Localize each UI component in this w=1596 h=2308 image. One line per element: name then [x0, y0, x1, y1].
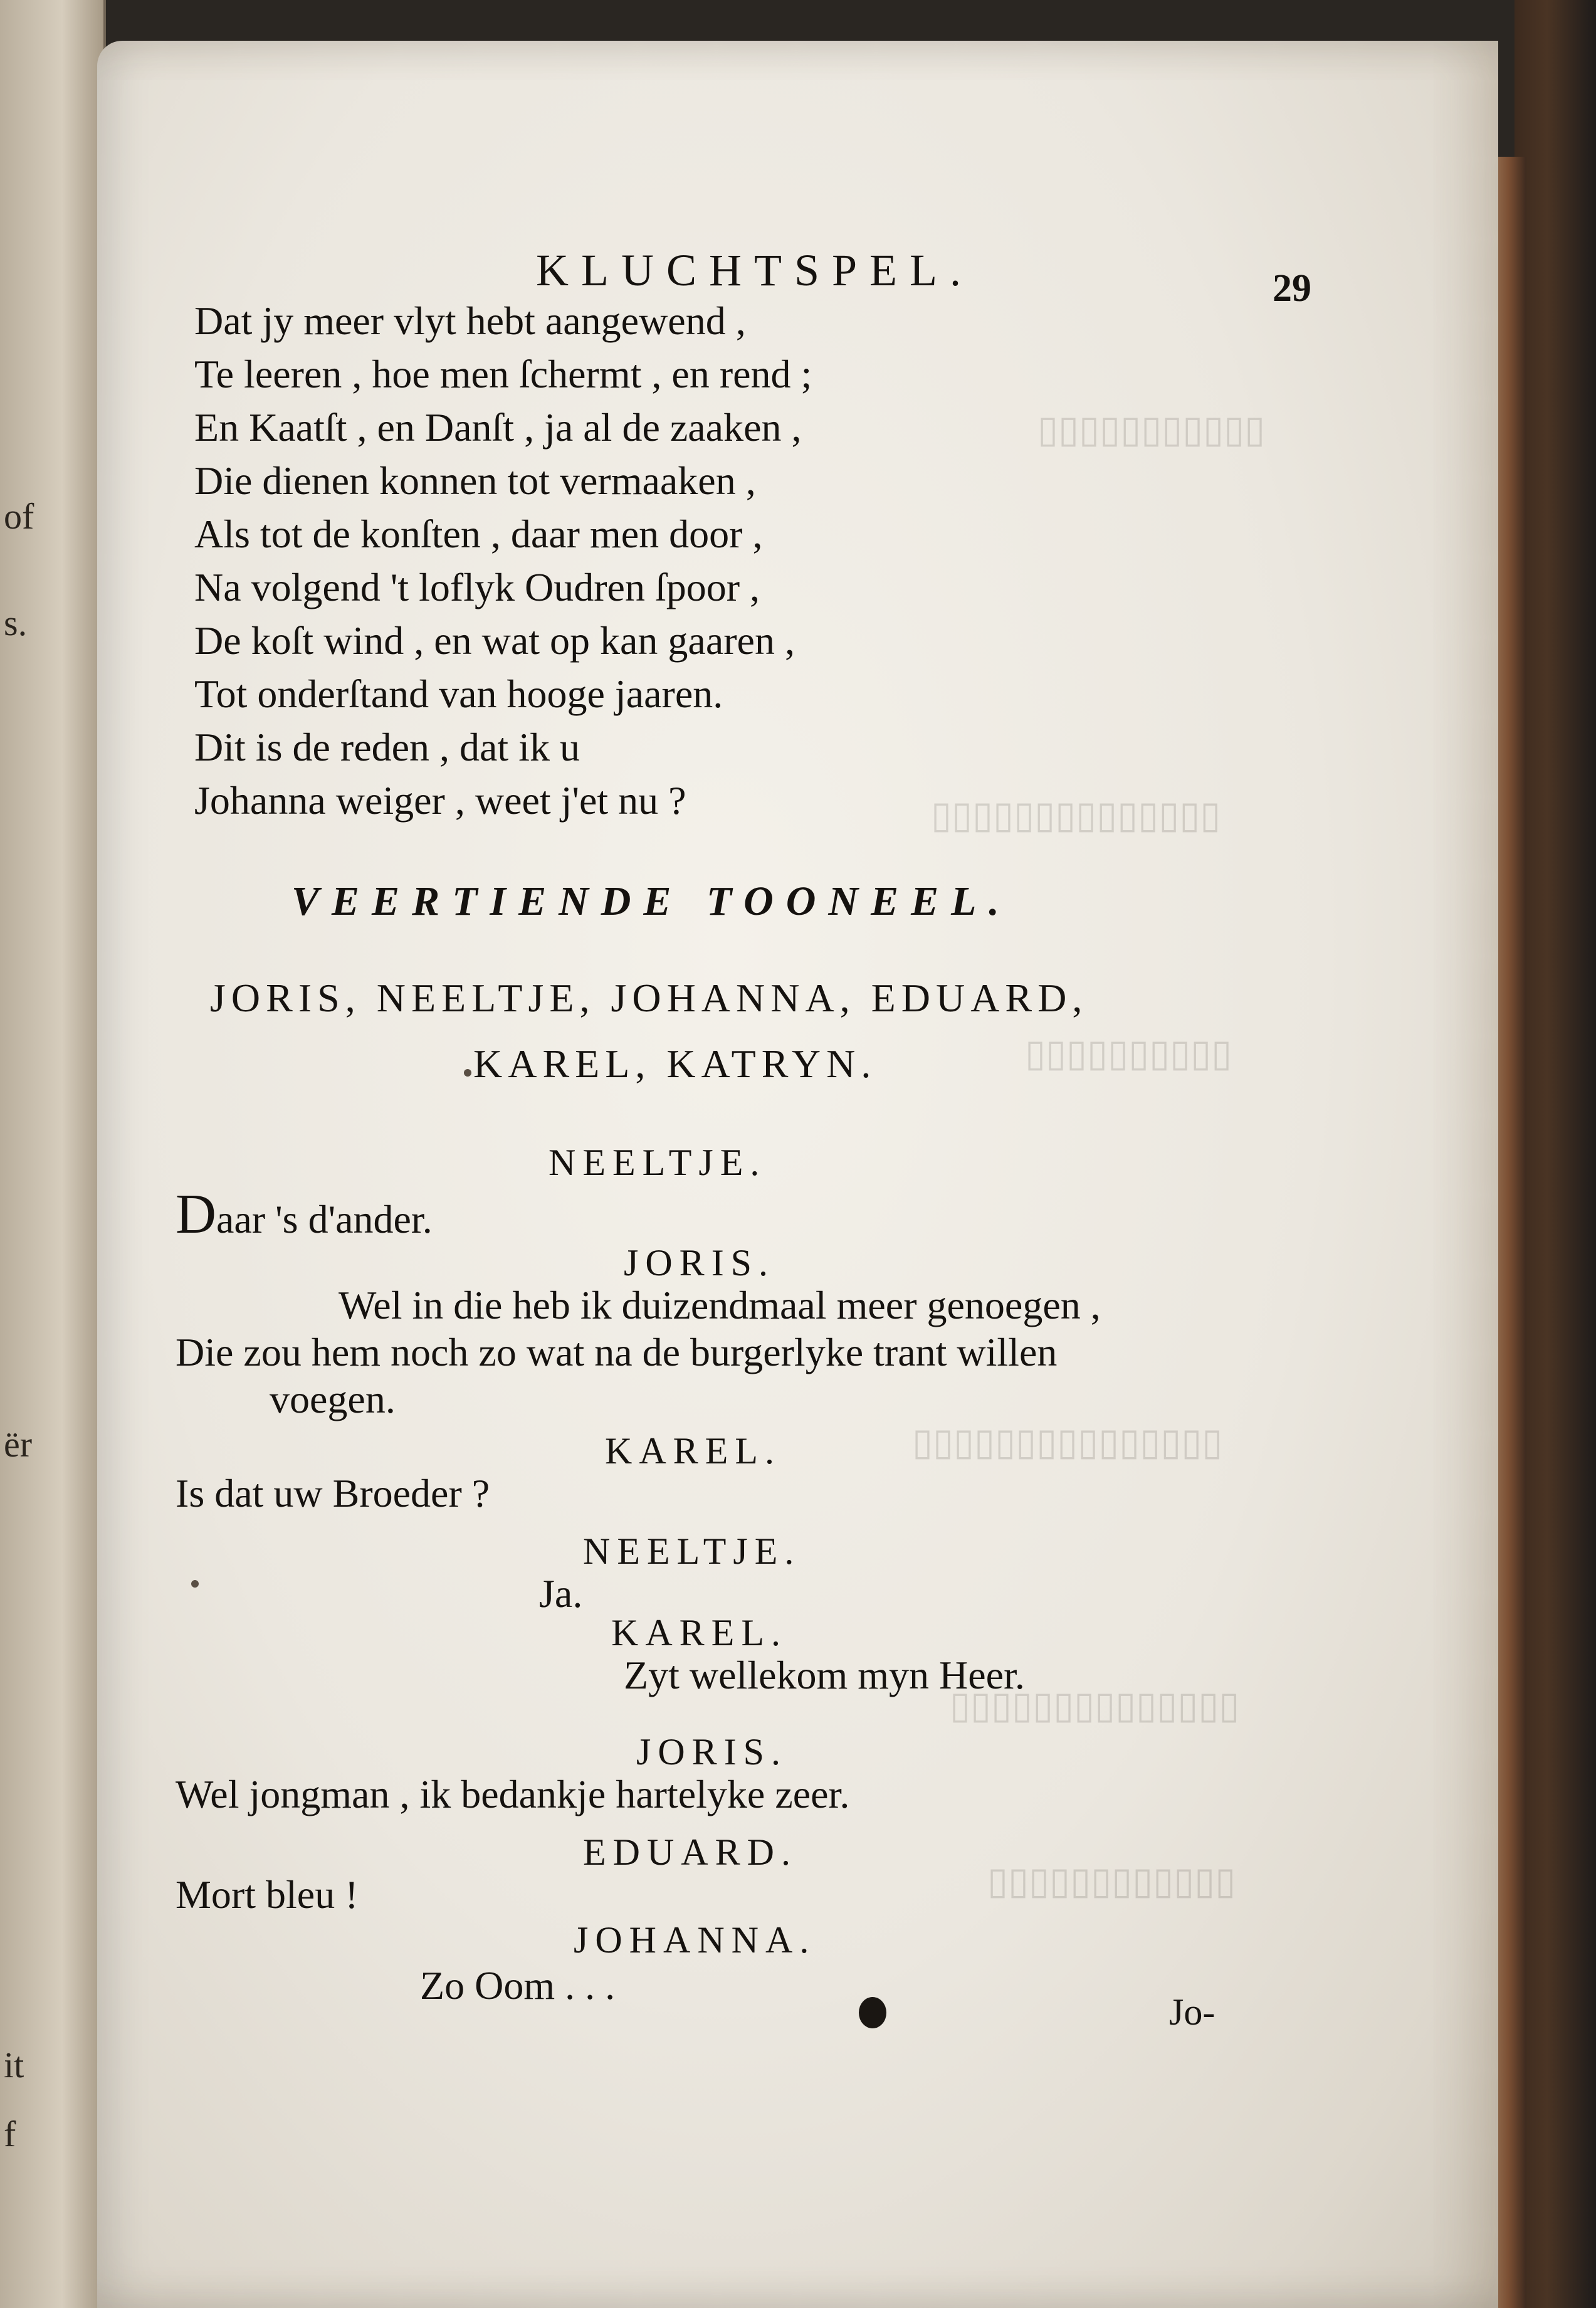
verse-line: Die dienen konnen tot vermaaken ,: [194, 458, 756, 503]
dialogue-line: Zyt wellekom myn Heer.: [624, 1653, 1025, 1697]
facing-page-fragment: f: [4, 2114, 16, 2154]
dialogue-line: Is dat uw Broeder ?: [176, 1471, 490, 1515]
speaker-name: KAREL.: [605, 1430, 781, 1472]
dialogue-line: Zo Oom . . .: [420, 1963, 616, 2008]
dialogue-text: aar 's d'ander.: [216, 1197, 433, 1241]
dialogue-line: Wel in die heb ik duizendmaal meer genoegen ,: [339, 1283, 1101, 1327]
dialogue-line: Mort bleu !: [176, 1872, 359, 1917]
book-page: [97, 41, 1498, 2308]
verse-line: En Kaatſt , en Danſt , ja al de zaaken ,: [194, 405, 802, 450]
scene-heading: VEERTIENDE TOONEEL.: [291, 878, 1012, 924]
verse-line: Na volgend 't loflyk Oudren ſpoor ,: [194, 565, 760, 609]
dialogue-line: [176, 1182, 433, 1246]
facing-page-edge: [0, 0, 106, 2308]
facing-page-fragment: s.: [4, 603, 28, 643]
running-head: KLUCHTSPEL.: [536, 245, 974, 295]
speaker-name: JORIS.: [624, 1242, 775, 1283]
verse-line: Te leeren , hoe men ſchermt , en rend ;: [194, 352, 812, 396]
verse-line: Dit is de reden , dat ik u: [194, 725, 580, 769]
page-number: 29: [1273, 267, 1311, 310]
facing-page-fragment: ër: [4, 1424, 33, 1465]
speaker-name: JOHANNA.: [574, 1919, 816, 1961]
show-through: ▯▯▯▯▯▯▯▯▯▯▯▯▯▯: [950, 1685, 1240, 1726]
verse-line: De koſt wind , en wat op kan gaaren ,: [194, 618, 795, 663]
show-through: ▯▯▯▯▯▯▯▯▯▯: [1025, 1033, 1232, 1074]
cast-list: JORIS, NEELTJE, JOHANNA, EDUARD,: [210, 976, 1088, 1020]
dialogue-line: voegen.: [270, 1377, 396, 1421]
catchword: Jo-: [1169, 1991, 1215, 2033]
facing-page-fragment: of: [4, 496, 34, 537]
speaker-name: EDUARD.: [583, 1831, 797, 1873]
speaker-name: JORIS.: [636, 1731, 788, 1773]
speaker-name: NEELTJE.: [583, 1531, 801, 1572]
ink-speck: [464, 1069, 471, 1077]
dialogue-line: Wel jongman , ik bedankje hartelyke zeer.: [176, 1772, 850, 1816]
verse-line: Johanna weiger , weet j'et nu ?: [194, 778, 686, 823]
facing-page-fragment: it: [4, 2045, 24, 2085]
verse-line: Tot onderſtand van hooge jaaren.: [194, 672, 723, 716]
cast-list: KAREL, KATRYN.: [473, 1041, 877, 1086]
verse-line: Als tot de konſten , daar men door ,: [194, 512, 763, 556]
verse-line: Dat jy meer vlyt hebt aangewend ,: [194, 298, 746, 343]
dialogue-line: Die zou hem noch zo wat na de burgerlyke trant willen: [176, 1330, 1058, 1374]
signature-mark: [859, 1997, 886, 2028]
show-through: ▯▯▯▯▯▯▯▯▯▯▯: [1037, 409, 1266, 450]
backdrop: [1515, 0, 1596, 2308]
show-through: ▯▯▯▯▯▯▯▯▯▯▯▯▯▯: [931, 794, 1221, 836]
dialogue-line: Ja.: [539, 1571, 583, 1616]
show-through: ▯▯▯▯▯▯▯▯▯▯▯▯: [987, 1860, 1236, 1902]
drop-cap: D: [176, 1183, 216, 1245]
show-through: ▯▯▯▯▯▯▯▯▯▯▯▯▯▯▯: [912, 1421, 1223, 1463]
ink-speck: [191, 1580, 199, 1588]
speaker-name: KAREL.: [611, 1612, 787, 1653]
speaker-name: NEELTJE.: [549, 1142, 767, 1183]
